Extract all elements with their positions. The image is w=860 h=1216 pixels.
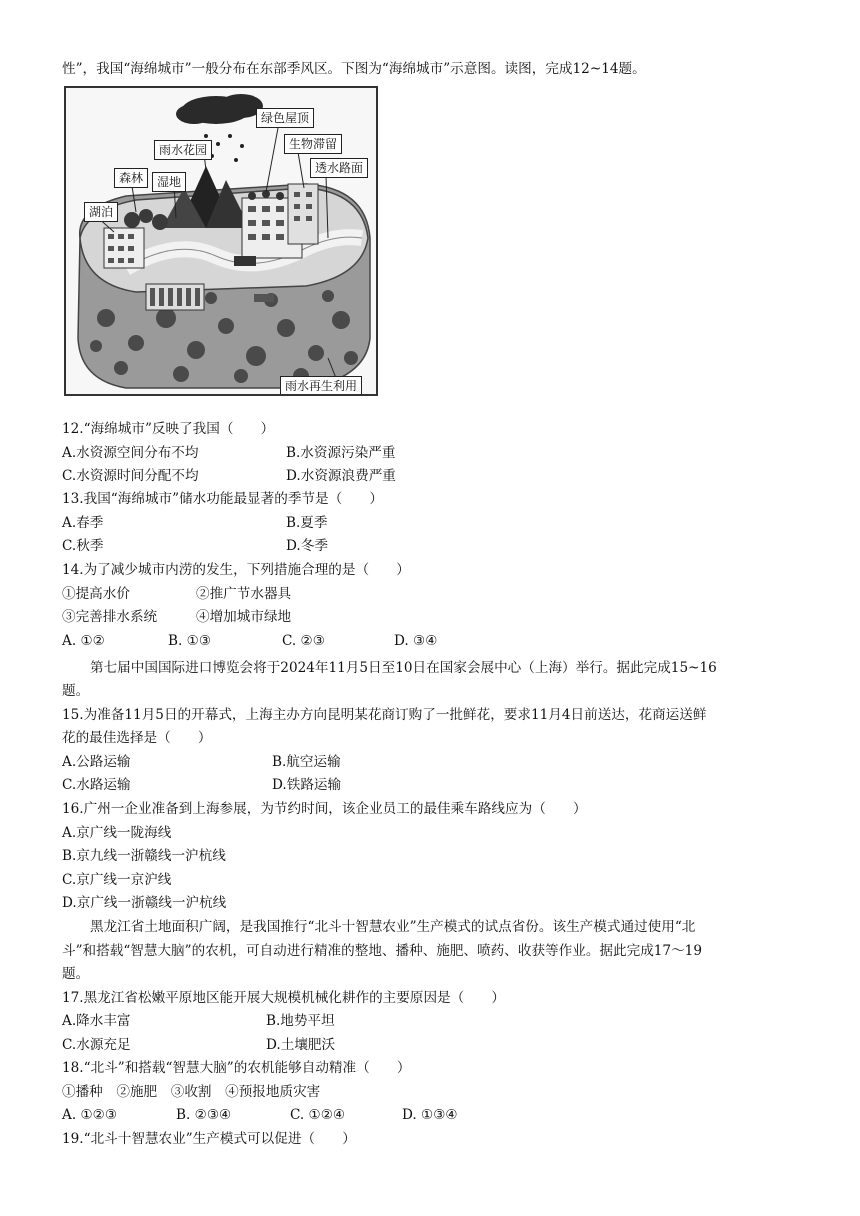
q16-stem: 16.广州一企业准备到上海参展，为节约时间，该企业员工的最佳乘车路线应为（ ）	[62, 801, 587, 817]
q14-item-2: ②推广节水器具	[196, 586, 292, 602]
sponge-city-figure	[64, 86, 378, 396]
q19-stem: 19.“北斗十智慧农业”生产模式可以促进（ ）	[62, 1131, 356, 1147]
q18-stem: 18.“北斗”和搭载“智慧大脑”的农机能够自动精准（ ）	[62, 1060, 411, 1076]
q13-option-b: B.夏季	[286, 515, 328, 531]
q12-option-d: D.水资源浪费严重	[286, 468, 396, 484]
q15-option-b: B.航空运输	[272, 754, 341, 770]
q14-item-1: ①提高水价	[62, 586, 130, 602]
label-green-roof: 绿色屋顶	[256, 108, 314, 128]
q15-option-d: D.铁路运输	[272, 777, 342, 793]
passage-beidou-line2: 斗”和搭载“智慧大脑”的农机，可自动进行精准的整地、播种、施肥、喷药、收获等作业。据此完成17～19	[62, 943, 702, 959]
q17-option-d: D.土壤肥沃	[266, 1037, 336, 1053]
q16-option-c: C.京广线一京沪线	[62, 872, 172, 888]
q17-option-a: A.降水丰富	[62, 1013, 131, 1029]
q18-option-b: B. ②③④	[176, 1107, 232, 1123]
q18-option-c: C. ①②④	[290, 1107, 346, 1123]
q13-option-a: A.春季	[62, 515, 104, 531]
q14-option-b: B. ①③	[168, 633, 212, 649]
q12-stem: 12.“海绵城市”反映了我国（ ）	[62, 421, 275, 437]
q12-option-c: C.水资源时间分配不均	[62, 468, 199, 484]
q14-stem: 14.为了减少城市内涝的发生，下列措施合理的是（ ）	[62, 562, 410, 578]
q14-option-d: D. ③④	[394, 633, 438, 649]
label-lake: 湖泊	[84, 202, 118, 222]
q16-option-b: B.京九线一浙赣线一沪杭线	[62, 848, 226, 864]
q14-option-c: C. ②③	[282, 633, 325, 649]
q15-stem-line1: 15.为准备11月5日的开幕式，上海主办方向昆明某花商订购了一批鲜花，要求11月4日前送达，花商运送鲜	[62, 707, 707, 723]
q18-items: ①播种 ②施肥 ③收割 ④预报地质灾害	[62, 1084, 321, 1100]
q17-option-b: B.地势平坦	[266, 1013, 335, 1029]
q18-option-a: A. ①②③	[62, 1107, 118, 1123]
q12-option-b: B.水资源污染严重	[286, 445, 396, 461]
q15-option-c: C.水路运输	[62, 777, 131, 793]
q18-option-d: D. ①③④	[402, 1107, 458, 1123]
label-bio-retention: 生物滞留	[284, 134, 342, 154]
q13-option-d: D.冬季	[286, 538, 328, 554]
q16-option-d: D.京广线一浙赣线一沪杭线	[62, 895, 227, 911]
q15-stem-line2: 花的最佳选择是（ ）	[62, 730, 212, 746]
label-wetland: 湿地	[152, 172, 186, 192]
passage-expo-line2: 题。	[62, 683, 90, 699]
q12-option-a: A.水资源空间分布不均	[62, 445, 199, 461]
label-forest: 森林	[114, 168, 148, 188]
passage-expo-line1: 第七届中国国际进口博览会将于2024年11月5日至10日在国家会展中心（上海）举行。据此完成15~16	[90, 660, 717, 676]
q17-option-c: C.水源充足	[62, 1037, 131, 1053]
label-permeable-road: 透水路面	[310, 158, 368, 178]
q13-stem: 13.我国“海绵城市”储水功能最显著的季节是（ ）	[62, 491, 383, 507]
passage-beidou-line1: 黑龙江省土地面积广阔，是我国推行“北斗十智慧农业”生产模式的试点省份。该生产模式通过使用“北	[90, 919, 696, 935]
q13-option-c: C.秋季	[62, 538, 104, 554]
q15-option-a: A.公路运输	[62, 754, 131, 770]
label-rain-reuse: 雨水再生利用	[280, 376, 362, 396]
q16-option-a: A.京广线一陇海线	[62, 825, 172, 841]
q14-item-3: ③完善排水系统	[62, 609, 158, 625]
q14-item-4: ④增加城市绿地	[196, 609, 292, 625]
intro-text: 性”，我国“海绵城市”一般分布在东部季风区。下图为“海绵城市”示意图。读图，完成12~14题。	[62, 61, 646, 77]
passage-beidou-line3: 题。	[62, 966, 90, 982]
label-rain-garden: 雨水花园	[154, 140, 212, 160]
q14-option-a: A. ①②	[62, 633, 105, 649]
q17-stem: 17.黑龙江省松嫩平原地区能开展大规模机械化耕作的主要原因是（ ）	[62, 990, 506, 1006]
